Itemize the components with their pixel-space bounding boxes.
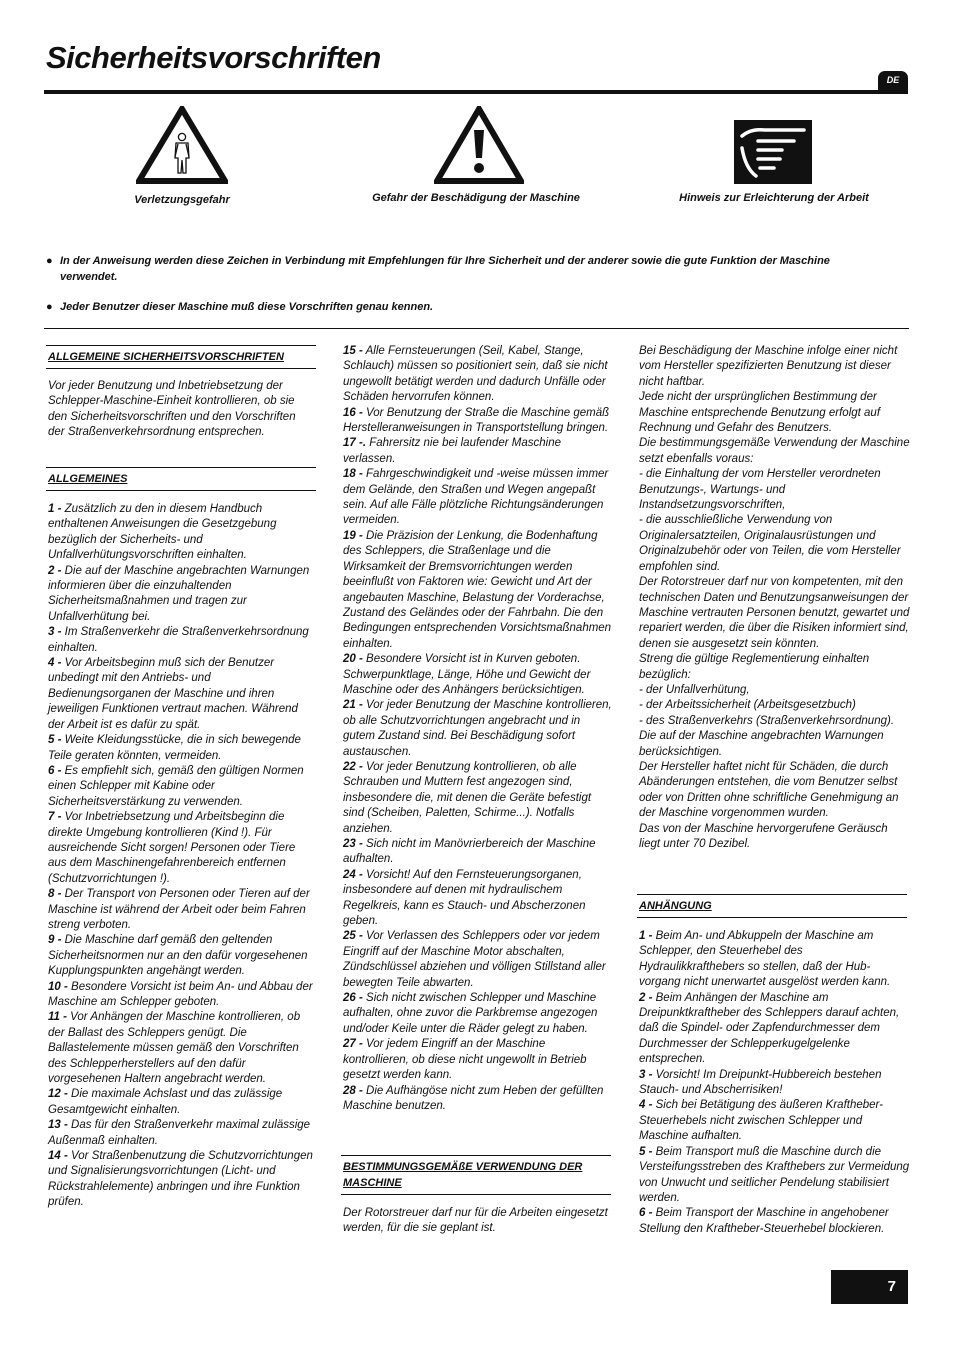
pointing-hand-icon xyxy=(734,120,812,184)
list-item: 23 - Sich nicht im Manövrierbereich der Maschine aufhalten. xyxy=(343,838,596,866)
title-rule xyxy=(44,90,908,94)
list-item: 7 - Vor Inbetriebsetzung und Arbeitsbeginn die direkte Umgebung kontrollieren (Kind !). Für ausreichende Sicht sorgen! Personen oder Tiere aus dem Maschinengefahrenbereich entfernen (Schutzvorrichtungen !). xyxy=(48,811,296,885)
language-badge: DE xyxy=(878,71,908,90)
bullet-icon: ● xyxy=(46,301,53,313)
symbol-caption-machine-damage: Gefahr der Beschädigung der Maschine xyxy=(372,192,580,204)
list-item: 3 - Vorsicht! Im Dreipunkt-Hubbereich bestehen Stauch- und Abscherrisiken! xyxy=(639,1068,882,1097)
intended-use-continued: Bei Beschädigung der Maschine infolge einer nicht vom Hersteller spezifizierten Benutzung ist dieser nicht haftbar. Jede nicht der ursprünglichen Bestimmung der Maschine entsprechende Benutzung erfolgt auf Rechnung und Gefahr des Benutzers. Die bestimmungsgemäße Verwendung der Maschine setzt ebenfalls voraus: - die Einhaltung der vom Hersteller verordneten Benutzungs-, Wartungs- und Instandsetzungsvorschriften, - die ausschließliche Verwendung von Originalersatzteilen, Originalausrüstungen und Originalzubehör oder von Teilen, die vom Hersteller empfohlen sind. Der Rotorstreuer darf nur von kompetenten, mit den technischen Daten und Benutzungsanweisungen der Maschine vertrauten Personen benutzt, gewartet und repariert werden, die über die Risiken informiert sind, denen sie ausgesetzt sein könnten. Streng die gültige Reglementierung einhalten bezüglich: - der Unfallverhütung, - der Arbeitssicherheit (Arbeitsgesetzbuch) - des Straßenverkehrs (Straßenverkehrsordnung). Die auf der Maschine angebrachten Warnungen berücksichtigen. Der Hersteller haftet nicht für Schäden, die durch Abänderungen entstehen, die vom Benutzer selbst oder von Dritten ohne schriftliche Genehmigung an der Maschine vorgenommen wurden. Das von der Maschine hervorgerufene Geräusch liegt unter 70 Dezibel. xyxy=(639,345,910,850)
list-item: 11 - Vor Anhängen der Maschine kontrollieren, ob der Ballast des Schleppers genügt. Die Ballastelemente müssen gemäß den Vorschriften des Schlepperherstellers auf den dafür vorgesehenen Haltern angebracht werden. xyxy=(48,1011,301,1086)
intro-bullet-2: ● Jeder Benutzer dieser Maschine muß diese Vorschriften genau kennen. xyxy=(46,301,434,313)
list-item: 10 - Besondere Vorsicht ist beim An- und Abbau der Maschine am Schlepper geboten. xyxy=(48,980,313,1008)
list-item: 18 - Fahrgeschwindigkeit und -weise müssen immer dem Gelände, den Straßen und Wegen angepaßt sein. Auf alle Fälle plötzliche Richtungsänderungen vermeiden. xyxy=(343,468,609,527)
list-item: 15 - Alle Fernsteuerungen (Seil, Kabel, Stange, Schlauch) müssen so positioniert sein, daß sie nicht ungewollt betätigt werden und dadurch Unfälle oder Schäden hervorrufen können. xyxy=(343,345,608,404)
heading-general: ALLGEMEINES xyxy=(46,467,316,491)
list-item: 5 - Beim Transport muß die Maschine durch die Versteifungsstreben des Krafthebers zur Vermeidung von Unwucht und seitlicher Pendelung stabilisiert werden. xyxy=(639,1145,910,1204)
page-title: Sicherheitsvorschriften xyxy=(46,40,381,75)
general-items-col2 xyxy=(343,344,613,1114)
list-item: 27 - Vor jedem Eingriff an der Maschine kontrollieren, ob diese nicht ungewollt in Betrieb gesetzt werden kann. xyxy=(343,1038,587,1082)
list-item: 5 - Weite Kleidungsstücke, die in sich bewegende Teile geraten könnten, vermeiden. xyxy=(48,734,301,762)
list-item: 25 - Vor Verlassen des Schleppers oder vor jedem Eingriff auf der Maschine Motor abschalten, Zündschlüssel abziehen und völligen Stillstand aller bewegten Teile abwarten. xyxy=(343,930,606,989)
heading-intended-use: BESTIMMUNGSGEMÄßE VERWENDUNG DER MASCHINE xyxy=(341,1155,611,1195)
symbol-caption-work-tip: Hinweis zur Erleichterung der Arbeit xyxy=(679,192,869,204)
list-item: 17 -. Fahrersitz nie bei laufender Maschine verlassen. xyxy=(343,437,561,465)
heading-hitching: ANHÄNGUNG xyxy=(637,894,907,918)
list-item: 1 - Beim An- und Abkuppeln der Maschine am Schlepper, den Steuerhebel des Hydraulikkrafthebers so stellen, daß der Hub-vorgang nicht unerwartet ausgelöst werden kann. xyxy=(639,930,891,989)
list-item: 14 - Vor Straßenbenutzung die Schutzvorrichtungen und Signalisierungsvorrichtungen (Licht- und Rückstrahlelemente) anbringen und ihre Funktion prüfen. xyxy=(48,1150,313,1209)
intro-bullet-1: ● In der Anweisung werden diese Zeichen in Verbindung mit Empfehlungen für Ihre Sicherheit und der anderer sowie die gute Funktion der Maschine verwendet. xyxy=(46,255,830,283)
intended-use-text: Der Rotorstreuer darf nur für die Arbeiten eingesetzt werden, für die sie geplant ist. xyxy=(343,1207,608,1235)
section-divider xyxy=(44,328,909,329)
list-item: 4 - Vor Arbeitsbeginn muß sich der Benutzer unbedingt mit den Antriebs- und Bedienungsorganen der Maschine und ihren jeweiligen Funktionen vertraut machen. Während der Arbeit ist es dafür zu spät. xyxy=(48,657,298,731)
page-number: 7 xyxy=(831,1270,908,1304)
list-item: 21 - Vor jeder Benutzung der Maschine kontrollieren, ob alle Schutzvorrichtungen angebracht und in gutem Zustand sind. Bei Beschädigung sofort austauschen. xyxy=(343,699,612,758)
list-item: 1 - Zusätzlich zu den in diesem Handbuch enthaltenen Anweisungen die Gesetzgebung bezüglich der Sicherheits- und Unfallverhütungsvorschriften einhalten. xyxy=(48,503,277,562)
bullet-icon: ● xyxy=(46,255,53,267)
list-item: 28 - Die Aufhängöse nicht zum Heben der gefüllten Maschine benutzen. xyxy=(343,1084,604,1112)
list-item: 12 - Die maximale Achslast und das zulässige Gesamtgewicht einhalten. xyxy=(48,1088,283,1116)
general-items-col1 xyxy=(48,502,316,1211)
list-item: 16 - Vor Benutzung der Straße die Maschine gemäß Herstelleranweisungen in Transportstellung bringen. xyxy=(343,406,610,435)
list-item: 4 - Sich bei Betätigung des äußeren Kraftheber-Steuerhebels nicht zwischen Schlepper und Maschine aufhalten. xyxy=(639,1099,884,1143)
list-item: 24 - Vorsicht! Auf den Fernsteuerungsorganen, insbesondere auf denen mit hydraulischem Regelkreis, kann es Stauch- und Abscherzonen geben. xyxy=(343,868,586,928)
list-item: 19 - Die Präzision der Lenkung, die Bodenhaftung des Schleppers, die Straßenlage und die Wirksamkeit der Bremsvorrichtungen werden beeinflußt von Faktoren wie: Gewicht und Art der angebauten Maschine, Belastung der Vorderachse, Zustand des Geländes oder der Fahrbahn. Die den Bedingungen entsprechenden Vorsichtsmaßnahmen einhalten. xyxy=(343,529,612,650)
heading-general-safety: ALLGEMEINE SICHERHEITSVORSCHRIFTEN xyxy=(46,345,316,369)
list-item: 20 - Besondere Vorsicht ist in Kurven geboten. Schwerpunktlage, Länge, Höhe und Gewicht der Maschine oder des Anhängers berücksichtigen. xyxy=(343,653,591,696)
general-safety-text: Vor jeder Benutzung und Inbetriebsetzung der Schlepper-Maschine-Einheit kontrollieren, ob sie den Sicherheitsvorschriften und den Vorschriften der Straßenverkehrsordnung entsprechen. xyxy=(48,380,296,439)
list-item: 6 - Es empfiehlt sich, gemäß den gültigen Normen einen Schlepper mit Kabine oder Sicherheitsverstärkung zu verwenden. xyxy=(48,764,304,808)
symbol-caption-injury: Verletzungsgefahr xyxy=(134,194,230,206)
injury-warning-icon xyxy=(136,106,228,184)
list-item: 8 - Der Transport von Personen oder Tieren auf der Maschine ist während der Arbeit oder beim Fahren streng verboten. xyxy=(48,888,310,931)
list-item: 2 - Die auf der Maschine angebrachten Warnungen informieren über die einzuhaltenden Sicherheitsmaßnahmen und tragen zur Unfallverhütung bei. xyxy=(48,564,310,623)
list-item: 6 - Beim Transport der Maschine in angehobener Stellung den Kraftheber-Steuerhebel blockieren. xyxy=(639,1207,889,1235)
machine-damage-warning-icon xyxy=(434,106,524,184)
hitching-items xyxy=(639,929,911,1237)
list-item: 3 - Im Straßenverkehr die Straßenverkehrsordnung einhalten. xyxy=(48,626,309,654)
list-item: 9 - Die Maschine darf gemäß den geltenden Sicherheitsnormen nur an den dafür vorgesehenen Kupplungspunkten angehängt werden. xyxy=(48,934,308,978)
list-item: 26 - Sich nicht zwischen Schlepper und Maschine aufhalten, ohne zuvor die Parkbremse angezogen und/oder Keile unter die Räder gelegt zu haben. xyxy=(343,992,598,1035)
list-item: 2 - Beim Anhängen der Maschine am Dreipunktkraftheber des Schleppers darauf achten, daß die Spindel- oder Zapfendurchmesser dem Durchmesser der Schlepperkugelgelenke entsprechen. xyxy=(639,991,900,1066)
list-item: 22 - Vor jeder Benutzung kontrollieren, ob alle Schrauben und Muttern fest angezogen sind, insbesondere die, mit denen die Geräte befestigt sind (Scheiben, Paletten, Schirme...). Notfalls anziehen. xyxy=(343,760,592,835)
list-item: 13 - Das für den Straßenverkehr maximal zulässige Außenmaß einhalten. xyxy=(48,1119,311,1147)
